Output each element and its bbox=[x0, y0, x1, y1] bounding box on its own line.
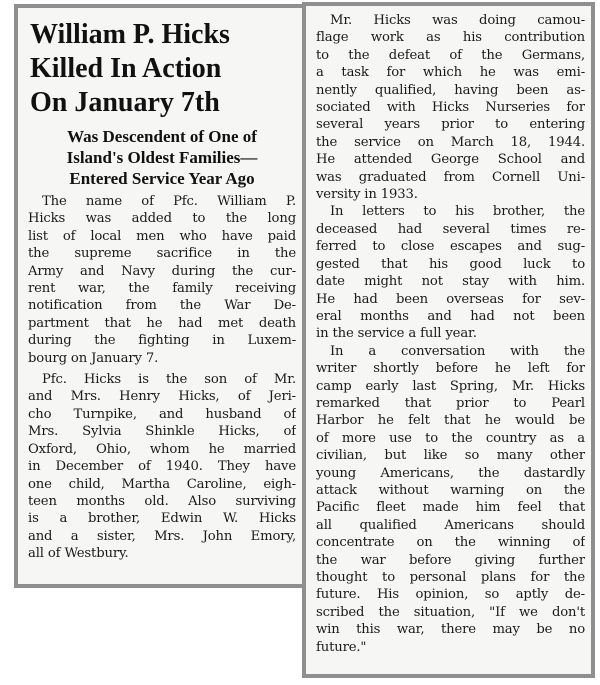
text-line: during the fighting in Luxem- bbox=[28, 333, 296, 349]
text-line: date might not stay with him. bbox=[316, 274, 585, 290]
text-line: all of Westbury. bbox=[28, 546, 129, 562]
paragraph bbox=[28, 371, 296, 562]
text-line: partment that he had met death bbox=[28, 315, 296, 331]
text-line: all qualified Americans should bbox=[316, 517, 585, 533]
text-line: Mr. Hicks was doing camou- bbox=[330, 13, 585, 28]
text-line: eral months and had not been bbox=[316, 308, 585, 324]
text-line: a task for which he was emi- bbox=[316, 65, 585, 81]
text-line: Mrs. Sylvia Shinkle Hicks, of bbox=[28, 424, 296, 440]
text-line: bourg on January 7. bbox=[28, 350, 159, 366]
headline bbox=[30, 18, 296, 120]
text-line: nently qualified, having been as- bbox=[316, 82, 585, 98]
article-body-right bbox=[316, 12, 585, 656]
text-line: scribed the situation, "If we don't bbox=[316, 604, 585, 620]
text-line: the service on March 18, 1944. bbox=[316, 134, 585, 150]
text-line: Harbor he felt that he would be bbox=[316, 413, 585, 429]
text-line: ferred to close escapes and sug- bbox=[316, 239, 585, 255]
text-line: rent war, the family receiving bbox=[28, 281, 296, 297]
text-line: deceased had several times re- bbox=[316, 221, 585, 237]
paragraph bbox=[316, 12, 585, 203]
headline-line: On January 7th bbox=[30, 87, 220, 118]
text-line: list of local men who have paid bbox=[28, 228, 296, 244]
text-line: Hicks was added to the long bbox=[28, 211, 296, 227]
text-line: Pacific fleet made him feel that bbox=[316, 500, 585, 516]
text-line: The name of Pfc. William P. bbox=[42, 194, 296, 209]
text-line: is a brother, Edwin W. Hicks bbox=[28, 511, 296, 527]
text-line: flage work as his contribution bbox=[316, 30, 585, 46]
text-line: of more use to the country as a bbox=[316, 430, 585, 446]
paragraph bbox=[316, 203, 585, 342]
text-line: notification from the War De- bbox=[28, 298, 296, 314]
text-line: Oxford, Ohio, whom he married bbox=[28, 441, 296, 457]
text-line: concentrate on the winning of bbox=[316, 535, 585, 551]
text-line: In a conversation with the bbox=[330, 343, 585, 359]
text-line: one child, Martha Caroline, eigh- bbox=[28, 476, 296, 492]
paragraph bbox=[28, 193, 296, 367]
text-line: Army and Navy during the cur- bbox=[28, 263, 296, 279]
text-line: Pfc. Hicks is the son of Mr. bbox=[42, 372, 296, 388]
text-line: young Americans, the dastardly bbox=[316, 465, 585, 481]
clipping-right-column bbox=[302, 2, 595, 678]
text-line: in the service a full year. bbox=[316, 326, 477, 342]
text-line: sociated with Hicks Nurseries for bbox=[316, 100, 585, 116]
text-line: gested that his good luck to bbox=[316, 256, 585, 272]
text-line: several years prior to entering bbox=[316, 117, 585, 133]
paragraph bbox=[316, 343, 585, 656]
text-line: future." bbox=[316, 639, 367, 655]
text-line: cho Turnpike, and husband of bbox=[28, 406, 296, 422]
text-line: writer shortly before he left for bbox=[316, 361, 585, 377]
text-line: the war before giving further bbox=[316, 552, 585, 568]
text-line: camp early last Spring, Mr. Hicks bbox=[316, 378, 585, 394]
headline-line: Killed In Action bbox=[30, 53, 222, 84]
text-line: versity in 1933. bbox=[316, 187, 418, 203]
text-line: to the defeat of the Germans, bbox=[316, 47, 585, 63]
text-line: and a sister, Mrs. John Emory, bbox=[28, 528, 296, 544]
text-line: was graduated from Cornell Uni- bbox=[316, 169, 585, 185]
clipping-left-column bbox=[14, 4, 306, 588]
text-line: civilian, but like so many other bbox=[316, 448, 585, 464]
text-line: In letters to his brother, the bbox=[330, 204, 585, 220]
text-line: future. His opinion, so aptly de- bbox=[316, 587, 585, 603]
text-line: He attended George School and bbox=[316, 152, 585, 168]
subheadline bbox=[28, 126, 296, 189]
subheadline-line: Was Descendent of One of bbox=[67, 127, 257, 146]
text-line: He had been overseas for sev- bbox=[316, 291, 585, 307]
text-line: thought to personal plans for the bbox=[316, 570, 585, 585]
text-line: and Mrs. Henry Hicks, of Jeri- bbox=[28, 389, 296, 405]
subheadline-line: Island's Oldest Families— bbox=[66, 148, 258, 167]
text-line: remarked that prior to Pearl bbox=[316, 395, 585, 411]
text-line: teen months old. Also surviving bbox=[28, 493, 296, 509]
text-line: win this war, there may be no bbox=[316, 622, 585, 638]
article-body-left bbox=[28, 193, 296, 563]
text-line: in December of 1940. They have bbox=[28, 459, 296, 475]
headline-line: William P. Hicks bbox=[30, 19, 230, 50]
text-line: attack without warning on the bbox=[316, 482, 585, 498]
subheadline-line: Entered Service Year Ago bbox=[69, 169, 255, 188]
text-line: the supreme sacrifice in the bbox=[28, 246, 296, 262]
